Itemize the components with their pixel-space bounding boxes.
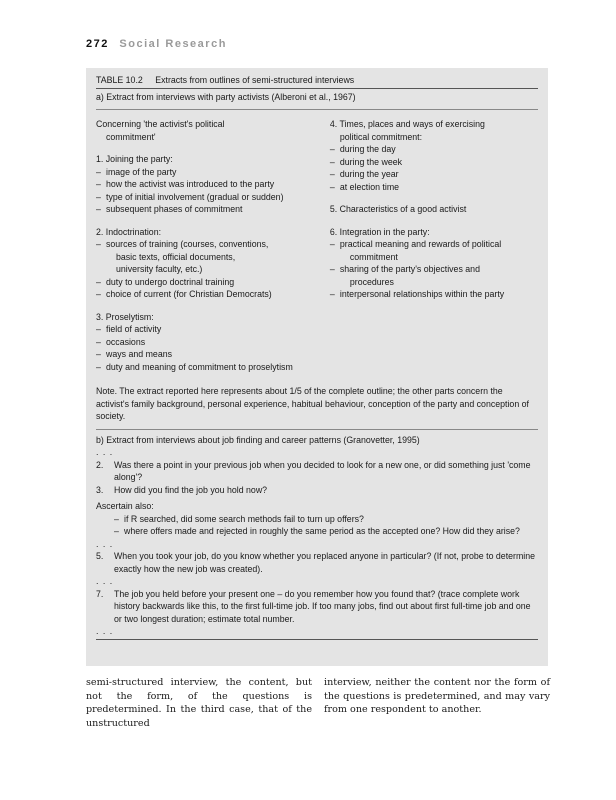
question-7 (96, 588, 538, 626)
question-3 (96, 484, 538, 497)
table-label: TABLE 10.2 (96, 75, 143, 85)
ellipsis: . . . (96, 538, 114, 549)
outline-item: – at election time (330, 181, 538, 194)
outline-topic-title: 3. Proselytism: (96, 311, 154, 322)
outline-item-text: during the week (339, 156, 402, 167)
outline-item: – type of initial involvement (gradual or sudden) (96, 191, 330, 204)
outline-item-text: duty and meaning of commitment to proselytism (106, 361, 293, 372)
outline-topic-title: 5. Characteristics of a good activist (329, 204, 467, 214)
body-text-right-column: interview, neither the content nor the form of the questions is predetermined, and may vary from one respondent to another. (324, 677, 550, 715)
outline-item: – duty and meaning of commitment to proselytism (96, 361, 330, 374)
section-a-heading: a) Extract from interviews with party activists (Alberoni et al., 1967) (96, 91, 538, 111)
outline-item-text: image of the party (106, 166, 177, 177)
section-a-outline (96, 118, 538, 383)
outline-item: – image of the party (96, 166, 330, 179)
outline-item: – subsequent phases of commitment (96, 203, 330, 216)
outline-topic-title: Concerning 'the activist's political (96, 119, 225, 129)
outline-item-text: sources of training (courses, conventions, (106, 239, 269, 249)
question-5 (96, 550, 538, 575)
question-number: 5. (96, 551, 104, 561)
outline-item-text: commitment (349, 251, 398, 262)
section-b-heading: b) Extract from interviews about job finding and career patterns (Granovetter, 1995) (96, 434, 420, 445)
outline-item-text: ways and means (106, 349, 173, 359)
outline-item: – ways and means (96, 348, 330, 361)
outline-item-text: procedures (349, 276, 394, 287)
body-text-left-column: semi-structured interview, the content, but not the form, of the questions is predetermined. In the third case, that of the unstructured (86, 677, 312, 729)
outline-topic (96, 226, 330, 301)
question-2 (96, 459, 538, 484)
outline-right-column (330, 118, 538, 383)
running-title: Social Research (119, 38, 227, 50)
outline-item-text: practical meaning and rewards of political (339, 239, 502, 249)
outline-item: – practical meaning and rewards of political commitment (330, 238, 538, 263)
question-text: How did you find the job you hold now? (114, 484, 268, 495)
outline-item: – duty to undergo doctrinal training (96, 276, 330, 289)
outline-item-text: occasions (106, 336, 146, 347)
outline-item: – occasions (96, 336, 330, 349)
outline-item: – during the year (330, 168, 538, 181)
ellipsis: . . . (96, 447, 114, 457)
outline-left-column (96, 118, 330, 383)
ascertain-heading: Ascertain also: (96, 501, 154, 511)
table-caption: Extracts from outlines of semi-structured interviews (155, 75, 355, 85)
ascertain-item-text: if R searched, did some search methods fail to turn up offers? (124, 513, 364, 524)
question-number: 2. (96, 459, 104, 470)
table-title (96, 74, 538, 89)
outline-item-text: during the day (339, 144, 396, 154)
outline-topic (96, 153, 330, 216)
ascertain-item-text: where offers made and rejected in roughly the same period as the accepted one? How did they arise? (124, 526, 520, 536)
question-text: The job you held before your present one – do you remember how you found that? (trace complete work history backwards like this, to the first full-time job. If too many jobs, find out about first full-time job and one or two longest duration; estimate total number. (114, 588, 531, 624)
outline-item: – how the activist was introduced to the party (96, 178, 330, 191)
ellipsis: . . . (96, 625, 538, 640)
outline-topic (330, 203, 538, 216)
page-number: 272 (86, 38, 109, 50)
table-10-2 (86, 68, 548, 666)
outline-item-text: at election time (339, 181, 400, 192)
outline-item-text: field of activity (106, 324, 162, 334)
outline-item-text: interpersonal relationships within the party (339, 289, 505, 299)
section-a-note: Note. The extract reported here represents about 1/5 of the complete outline; the other parts concern the activist's family background, personal experience, habitual behaviour, conception of the party and conception of society. (96, 385, 538, 430)
page-header (86, 38, 227, 50)
outline-item: – during the day (330, 143, 538, 156)
outline-topic-title: 1. Joining the party: (96, 154, 173, 164)
question-text: Was there a point in your previous job when you decided to look for a new one, or did something just 'come along'? (114, 459, 531, 482)
outline-topic-title: 4. Times, places and ways of exercising (329, 119, 485, 129)
outline-item-text: subsequent phases of commitment (106, 204, 243, 214)
ellipsis: . . . (96, 576, 114, 586)
outline-item-text: sharing of the party's objectives and (339, 264, 480, 274)
outline-item-text: duty to undergo doctrinal training (106, 276, 235, 287)
outline-topic-title: 6. Integration in the party: (329, 226, 430, 237)
outline-topic-title: 2. Indoctrination: (96, 226, 162, 237)
outline-item-text: choice of current (for Christian Democrats) (106, 289, 272, 299)
outline-topic (330, 118, 538, 193)
outline-item: – during the week (330, 156, 538, 169)
outline-topic (96, 118, 330, 143)
outline-item-text: basic texts, official documents, (116, 251, 236, 262)
outline-topic-title: political commitment: (339, 131, 423, 142)
question-number: 3. (96, 484, 104, 495)
outline-topic (330, 226, 538, 301)
outline-topic (96, 311, 330, 374)
outline-item-text: during the year (339, 169, 399, 179)
outline-item: – sharing of the party's objectives and procedures (330, 263, 538, 288)
outline-item-text: type of initial involvement (gradual or sudden) (106, 191, 284, 202)
outline-topic-title: commitment' (106, 131, 156, 142)
question-text: When you took your job, do you know whether you replaced anyone in particular? (If not, probe to determine exactly how the new job was created). (114, 551, 536, 574)
ascertain-item: – if R searched, did some search methods fail to turn up offers? (114, 513, 364, 524)
question-number: 7. (96, 588, 104, 599)
outline-item: – interpersonal relationships within the party (330, 288, 538, 301)
outline-item: – choice of current (for Christian Democrats) (96, 288, 330, 301)
outline-item-text: how the activist was introduced to the party (106, 179, 275, 189)
outline-item-text: university faculty, etc.) (116, 264, 203, 274)
outline-item: – field of activity (96, 323, 330, 336)
ascertain-item: – where offers made and rejected in roughly the same period as the accepted one? How did they arise? (114, 526, 520, 536)
outline-item: – sources of training (courses, conventions, basic texts, official documents, university faculty, etc.) (96, 238, 330, 276)
